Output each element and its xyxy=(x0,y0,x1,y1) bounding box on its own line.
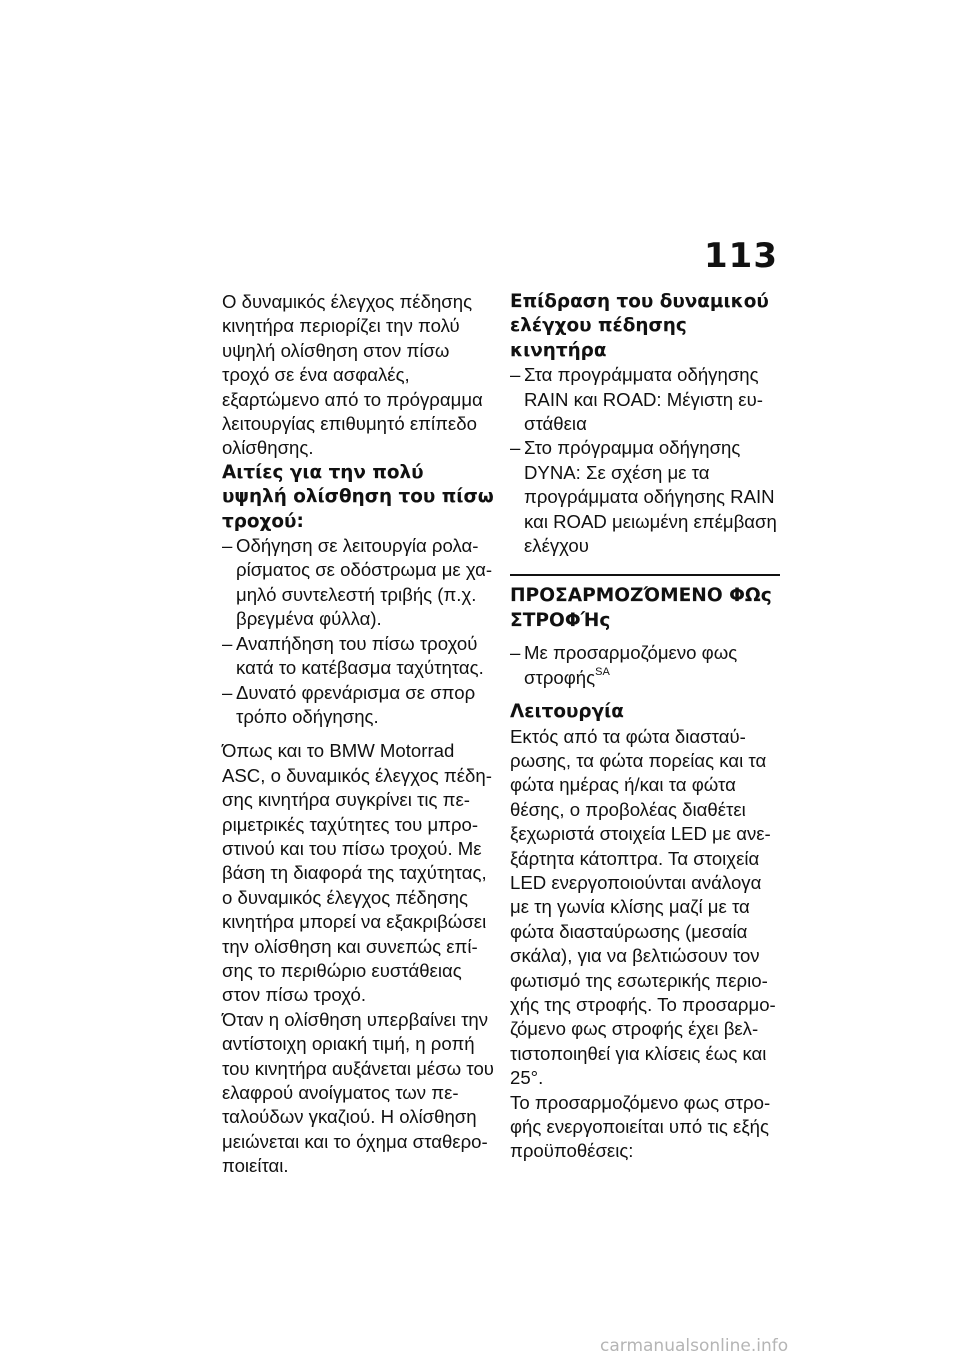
footer-watermark: carmanualsonline.info xyxy=(600,1336,789,1356)
list-item: – Αναπήδηση του πίσω τροχού κατά το κατέβασμα ταχύτητας. xyxy=(222,632,494,681)
intro-paragraph: Ο δυναμικός έλεγχος πέδησης κινητήρα περιορίζει την πολύ υψηλή ολίσθηση στον πίσω τροχό σε ένα ασφαλές, εξαρτώμενο από το πρόγραμμα λειτουργίας επιθυμητό επίπεδο ολίσθησης. xyxy=(222,291,483,459)
list-item: – Στο πρόγραμμα οδήγησης DYNA: Σε σχέση με τα προγράμματα οδήγησης RAIN και ROAD μειωμένη επέμβαση ελέγχου xyxy=(510,436,780,558)
section-heading: ΠΡΟΣΑΡΜΟΖΌΜΕΝΟ ΦΩς ΣΤΡΟΦΉς xyxy=(510,585,772,631)
list-item: – Δυνατό φρενάρισμα σε σπορ τρόπο οδήγησης. xyxy=(222,681,494,730)
causes-list xyxy=(222,534,494,729)
list-item: – Στα προγράμματα οδήγησης RAIN και ROAD: Μέγιστη ευ-στάθεια xyxy=(510,363,780,436)
effects-list xyxy=(510,363,780,558)
comparison-paragraph: Όπως και το BMW Motorrad ASC, ο δυναμικός έλεγχος πέδη-σης κινητήρα συγκρίνει τις πε-ριμετρικές ταχύτητες του μπρο-στινού και του πίσω τροχού. Με βάση τη διαφορά της ταχύτητας, ο δυναμικός έλεγχος πέδησης κινητήρα μπορεί να εξακριβώσει την ολίσθηση και συνεπώς επί-σης το περιθώριο ευστάθειας στον πίσω τροχό. xyxy=(222,740,492,1006)
section-divider xyxy=(510,574,780,576)
function-paragraph: Εκτός από τα φώτα διασταύ-ρωσης, τα φώτα πορείας και τα φώτα ημέρας ή/και τα φώτα θέσης, ο προβολέας διαθέτει ξεχωριστά στοιχεία LED με ανε-ξάρτητα κάτοπτρα. Τα στοιχεία LED ενεργοποιούνται ανάλογα με τη γωνία κλίσης μαζί με τα φώτα διασταύρωσης (μεσαία σκάλα), για να βελτιώσουν τον φωτισμό της εσωτερικής περιο-χής της στροφής. Το προσαρμο-ζόμενο φως στροφής έχει βελ-τιστοποιηθεί για κλίσεις έως και 25°. xyxy=(510,725,776,1089)
function-heading: Λειτουργία xyxy=(510,701,624,723)
list-item xyxy=(510,641,780,690)
right-column xyxy=(510,290,780,1164)
left-column xyxy=(222,290,494,1179)
conditions-paragraph: Το προσαρμοζόμενο φως στρο-φής ενεργοποιείται υπό τις εξής προϋποθέσεις: xyxy=(510,1091,771,1162)
effect-heading: Επίδραση του δυναμικού ελέγχου πέδησης κινητήρα xyxy=(510,291,769,361)
page-number: 113 xyxy=(704,236,778,276)
equipment-list xyxy=(510,641,780,690)
equipment-label: Με προσαρμοζόμενο φως στροφής xyxy=(524,642,738,688)
slip-paragraph: Όταν η ολίσθηση υπερβαίνει την αντίστοιχη οριακή τιμή, η ροπή του κινητήρα αυξάνεται μέσω του ελαφρού ανοίγματος των πε-ταλούδων γκαζιού. Η ολίσθηση μειώνεται και το όχημα σταθερο-ποιείται. xyxy=(222,1008,494,1177)
list-item: – Οδήγηση σε λειτουργία ρολα-ρίσματος σε οδόστρωμα με χα-μηλό συντελεστή τριβής (π.χ. βρεγμένα φύλλα). xyxy=(222,534,494,632)
sa-badge: SA xyxy=(595,665,610,678)
causes-heading: Αιτίες για την πολύ υψηλή ολίσθηση του πίσω τροχού: xyxy=(222,461,494,532)
